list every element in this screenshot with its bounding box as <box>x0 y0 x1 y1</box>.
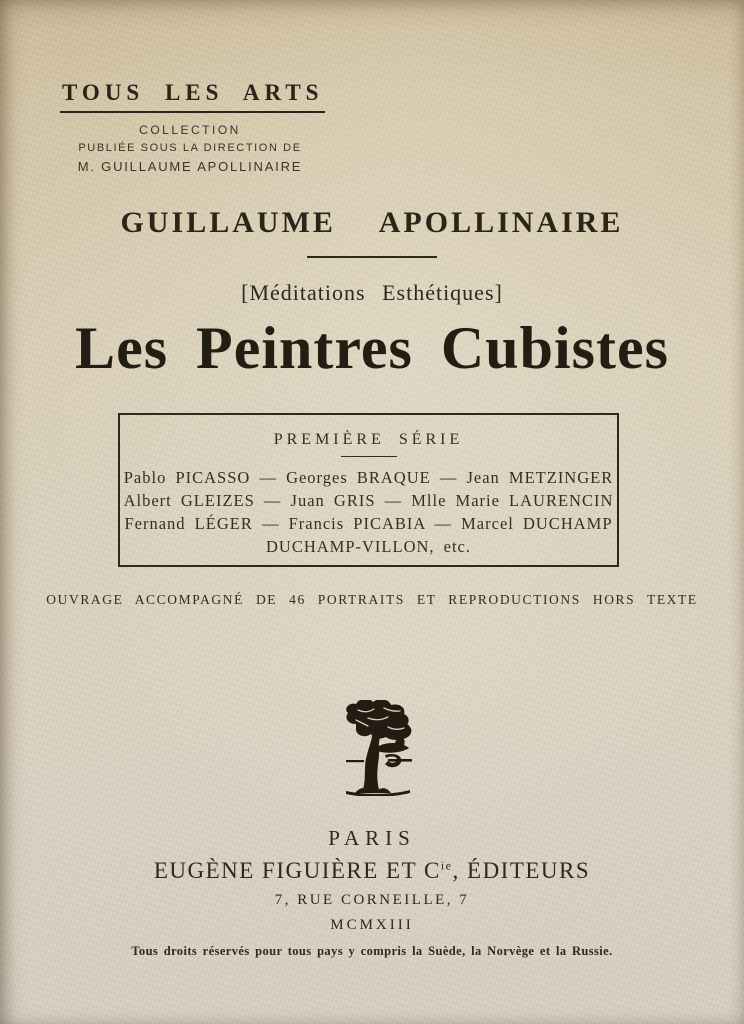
collection-director-name: M. GUILLAUME APOLLINAIRE <box>77 159 303 174</box>
collection-direction-line: PUBLIÉE SOUS LA DIRECTION DE <box>78 142 302 154</box>
fig-tree-logo <box>322 700 422 796</box>
collection-block <box>60 80 324 174</box>
author-name: GUILLAUME APOLLINAIRE <box>120 206 624 239</box>
publisher-superscript: ie <box>440 858 453 873</box>
artist-line: Pablo PICASSO — Georges BRAQUE — Jean METZINGER <box>123 468 614 487</box>
portraits-note: OUVRAGE ACCOMPAGNÉ DE 46 PORTRAITS ET REPRODUCTIONS HORS TEXTE <box>46 592 698 607</box>
premiere-serie-box <box>118 413 619 567</box>
collection-subtitle-block <box>60 123 320 174</box>
artist-line: DUCHAMP-VILLON, etc. <box>265 537 472 556</box>
imprint-city: PARIS <box>328 826 416 850</box>
publisher-address: 7, RUE CORNEILLE, 7 <box>274 892 470 908</box>
series-heading-rule <box>341 456 397 457</box>
rights-notice: Tous droits réservés pour tous pays y compris la Suède, la Norvège et la Russie. <box>131 944 613 958</box>
artist-line: Fernand LÉGER — Francis PICABIA — Marcel DUCHAMP <box>124 514 613 533</box>
artist-line: Albert GLEIZES — Juan GRIS — Mlle Marie LAURENCIN <box>123 491 614 510</box>
collection-series-title: TOUS LES ARTS <box>60 80 325 113</box>
collection-line: COLLECTION <box>139 123 241 137</box>
fig-tree-icon <box>322 700 422 796</box>
publication-year: MCMXIII <box>330 917 414 933</box>
publisher-line <box>0 858 744 884</box>
series-heading: PREMIÈRE SÉRIE <box>273 431 464 448</box>
book-title: Les Peintres Cubistes <box>75 315 669 381</box>
subtitle-meditations: [Méditations Esthétiques] <box>241 280 503 305</box>
author-divider-rule <box>307 256 437 258</box>
imprint-block <box>0 826 744 959</box>
publisher-suffix: , ÉDITEURS <box>452 858 591 883</box>
artist-name-list <box>120 466 617 558</box>
publisher-prefix: EUGÈNE FIGUIÈRE ET C <box>153 858 441 883</box>
